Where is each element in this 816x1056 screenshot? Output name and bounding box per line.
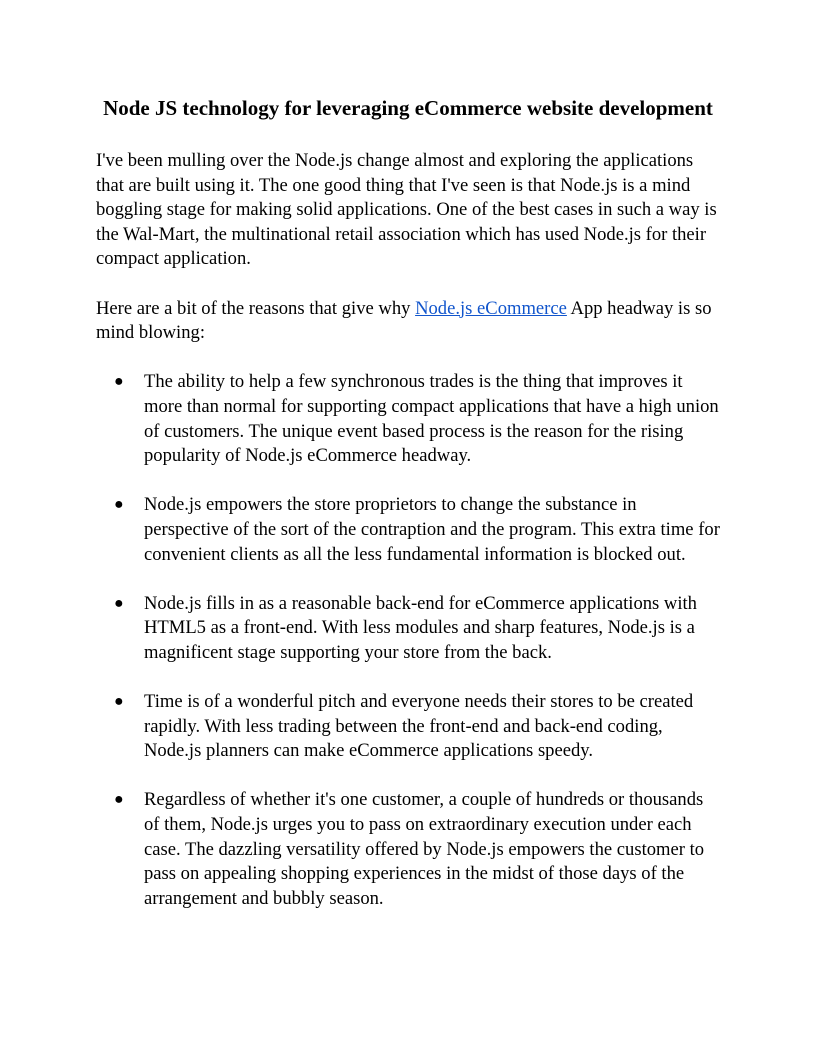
list-item xyxy=(96,788,720,911)
list-item xyxy=(96,370,720,468)
reasons-paragraph xyxy=(96,297,720,346)
document-title: Node JS technology for leveraging eCommerce website development xyxy=(103,96,713,120)
list-item xyxy=(96,592,720,666)
bullet-icon: ● xyxy=(114,693,124,711)
reasons-suffix: App headway is so mind blowing: xyxy=(96,297,712,344)
list-item xyxy=(96,493,720,567)
list-item xyxy=(96,690,720,764)
nodejs-ecommerce-link[interactable]: Node.js eCommerce xyxy=(415,297,567,319)
bullet-icon: ● xyxy=(114,594,124,612)
list-item-text: Node.js fills in as a reasonable back-end for eCommerce applications with HTML5 as a front-end. With less modules and sharp features, Node.js is a magnificent stage supporting your store from the back. xyxy=(144,592,697,663)
reasons-prefix: Here are a bit of the reasons that give why xyxy=(96,297,416,319)
list-item-text: The ability to help a few synchronous trades is the thing that improves it more than normal for supporting compact applications that have a high union of customers. The unique event based process is the reason for the rising popularity of Node.js eCommerce headway. xyxy=(144,371,719,467)
list-item-text: Time is of a wonderful pitch and everyone needs their stores to be created rapidly. With less trading between the front-end and back-end coding, Node.js planners can make eCommerce applications speedy. xyxy=(144,691,694,762)
reasons-list xyxy=(96,370,720,911)
bullet-icon: ● xyxy=(114,373,124,391)
intro-paragraph: I've been mulling over the Node.js change almost and exploring the applications that are built using it. The one good thing that I've seen is that Node.js is a mind boggling stage for making solid applications. One of the best cases in such a way is the Wal-Mart, the multinational retail association which has used Node.js for their compact application. xyxy=(96,150,717,270)
list-item-text: Node.js empowers the store proprietors to change the substance in perspective of the sort of the contraption and the program. This extra time for convenient clients as all the less fundamental information is blocked out. xyxy=(144,494,720,565)
document-page xyxy=(96,94,720,936)
list-item-text: Regardless of whether it's one customer, a couple of hundreds or thousands of them, Node.js urges you to pass on extraordinary execution under each case. The dazzling versatility offered by Node.js empowers the customer to pass on appealing shopping experiences in the midst of those days of the arrangement and bubbly season. xyxy=(144,789,705,909)
bullet-icon: ● xyxy=(114,791,124,809)
bullet-icon: ● xyxy=(114,496,124,514)
